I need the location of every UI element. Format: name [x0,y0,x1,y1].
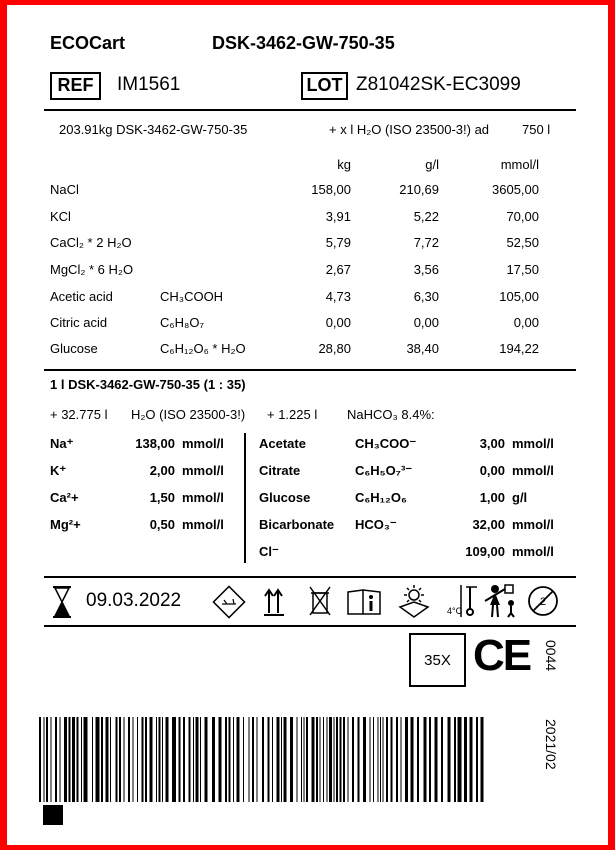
ion-value: 138,00 [135,436,175,451]
composition-intro-left: 203.91kg DSK-3462-GW-750-35 [59,122,248,137]
unit-kg: kg [337,157,351,172]
amount-kg: 3,91 [325,209,351,224]
corner-marker [43,805,63,825]
divider [44,576,576,578]
divider [44,109,576,111]
ion-formula: CH₃COO⁻ [355,436,417,451]
concentration-gl: 210,69 [399,182,439,197]
ingredient-name: Glucose [50,341,98,356]
brand-name: ECOCart [50,33,126,53]
barcode-bar [156,717,157,802]
bicarbonate-label: NaHCO₃ 8.4%: [347,407,435,422]
barcode-bar [200,717,201,802]
amount-kg: 2,67 [325,262,351,277]
ion-formula: C₆H₁₂O₆ [355,490,407,505]
barcode-bar [272,717,273,802]
product-code: DSK-3462-GW-750-35 [212,33,395,53]
box-count: 35X [409,633,466,687]
ion-value: 32,00 [472,517,505,532]
barcode-bar [380,717,381,802]
barcode-bar [193,717,194,802]
barcode-bar [64,717,67,802]
barcode-bar [137,717,138,802]
ion-value: 2,00 [149,463,175,478]
barcode-bar [96,717,100,802]
barcode-bar [363,717,366,802]
ion-name: Acetate [259,436,306,451]
ion-value: 0,00 [479,463,505,478]
water-label: H₂O (ISO 23500-3!) [131,407,246,422]
barcode-bar [179,717,181,802]
barcode-bar [257,717,258,802]
barcode-bar [150,717,153,802]
keep-away-from-sunlight-icon [396,583,432,619]
barcode-bar [77,717,79,802]
barcode-bar [277,717,280,802]
barcode-bar [249,717,250,802]
concentration-mmol: 52,50 [506,235,539,250]
barcode-bar [262,717,264,802]
ion-value: 1,00 [479,490,505,505]
unit-gl: g/l [425,157,439,172]
concentration-gl: 6,30 [413,289,439,304]
do-not-reuse-icon [527,585,559,617]
barcode-bar [225,717,227,802]
ion-unit: mmol/l [512,436,554,451]
ion-symbol: Ca²+ [50,490,79,505]
barcode-bar [306,717,308,802]
barcode-bar [172,717,176,802]
barcode-bar [233,717,234,802]
barcode-bar [219,717,222,802]
ion-symbol: Na⁺ [50,436,74,451]
ref-value: IM1561 [117,74,181,95]
dilution-title: 1 l DSK-3462-GW-750-35 (1 : 35) [50,377,246,392]
barcode-bar [145,717,147,802]
barcode-bar [378,717,379,802]
unit-mmol: mmol/l [500,157,539,172]
ingredient-formula: C₆H₁₂O₆ * H₂O [160,341,246,356]
barcode-bar [352,717,354,802]
barcode-bar [46,717,48,802]
concentration-mmol: 194,22 [499,341,539,356]
barcode-bar [81,717,82,802]
barcode-bar [336,717,338,802]
barcode-bar [243,717,244,802]
barcode-bar [92,717,93,802]
barcode-bar [458,717,462,802]
barcode-bar [327,717,328,802]
barcode-bar [334,717,335,802]
barcode-bar [252,717,254,802]
amount-kg: 0,00 [325,315,351,330]
bicarbonate-amount: + 1.225 l [267,407,318,422]
column-separator [244,433,246,563]
ion-symbol: Mg²+ [50,517,81,532]
barcode-bar [343,717,345,802]
lot-value: Z81042SK-EC3099 [356,74,521,95]
svg-text:2: 2 [539,596,547,608]
barcode-bar [411,717,414,802]
ion-unit: mmol/l [512,517,554,532]
concentration-mmol: 70,00 [506,209,539,224]
concentration-mmol: 105,00 [499,289,539,304]
barcode-bar [110,717,111,802]
barcode-bar [84,717,88,802]
barcode-bar [348,717,349,802]
ion-value: 109,00 [465,544,505,559]
barcode-bar [212,717,215,802]
concentration-mmol: 17,50 [506,262,539,277]
barcode-bar [429,717,431,802]
product-label [7,5,608,845]
barcode-bar [229,717,231,802]
date-code: 2021/02 [543,719,559,770]
ion-name: Cl⁻ [259,544,279,559]
ce-mark: CE [473,631,531,680]
barcode-bar [237,717,240,802]
ingredient-name: Acetic acid [50,289,113,304]
barcode-bar [128,717,130,802]
ion-symbol: K⁺ [50,463,67,478]
divider [44,369,576,371]
barcode-bar [301,717,302,802]
barcode-bar [370,717,371,802]
barcode-bar [268,717,270,802]
amount-kg: 158,00 [311,182,351,197]
keep-away-from-children-icon [483,583,519,621]
barcode-bar [373,717,374,802]
notified-body-number: 0044 [543,640,559,672]
ion-value: 0,50 [149,517,175,532]
barcode-bar [51,717,52,802]
barcode-bar [329,717,332,802]
barcode-bar [304,717,305,802]
ingredient-name: KCl [50,209,71,224]
composition-intro-right: + x l H₂O (ISO 23500-3!) ad [329,122,490,137]
concentration-gl: 7,72 [413,235,439,250]
barcode-bar [106,717,109,802]
barcode-bar [320,717,321,802]
barcode-bar [316,717,318,802]
ref-symbol: REF [50,72,101,100]
this-way-up-icon [263,587,285,617]
ion-unit: mmol/l [182,436,224,451]
barcode-bar [312,717,315,802]
ion-value: 3,00 [479,436,505,451]
barcode-bar [196,717,199,802]
ion-name: Glucose [259,490,311,505]
barcode-bar [60,717,61,802]
composition-volume: 750 l [522,122,551,137]
ion-unit: mmol/l [182,463,224,478]
concentration-gl: 0,00 [413,315,439,330]
barcode-bar [464,717,467,802]
amount-kg: 5,79 [325,235,351,250]
barcode-bar [159,717,161,802]
ion-value: 1,50 [149,490,175,505]
concentration-gl: 3,56 [413,262,439,277]
barcode-bar [39,717,41,802]
ion-unit: mmol/l [182,517,224,532]
lot-symbol: LOT [301,72,348,100]
barcode-bar [417,717,419,802]
barcode-bar [119,717,121,802]
barcode-bar [55,717,57,802]
barcode-bar [448,717,451,802]
barcode-bar [470,717,473,802]
barcode-bar [386,717,388,802]
barcode-bar [72,717,75,802]
barcode-bar [391,717,393,802]
barcode-bar [162,717,163,802]
amount-kg: 28,80 [318,341,351,356]
ingredient-name: MgCl₂ * 6 H₂O [50,262,134,277]
divider [44,625,576,627]
barcode-bar [142,717,144,802]
barcode-bar [183,717,185,802]
barcode-bar [166,717,169,802]
corrosive-hazard-icon [211,584,247,620]
barcode-bar [297,717,298,802]
concentration-mmol: 0,00 [513,315,539,330]
barcode-bar [284,717,287,802]
ion-unit: mmol/l [512,463,554,478]
barcode-bar [358,717,360,802]
barcode-bar [290,717,293,802]
concentration-gl: 5,22 [413,209,439,224]
barcode-bar [476,717,478,802]
barcode-bar [133,717,134,802]
ion-formula: HCO₃⁻ [355,517,397,532]
barcode-bar [116,717,118,802]
ingredient-formula: CH₃COOH [160,289,224,304]
barcode-bar [340,717,342,802]
ion-unit: mmol/l [182,490,224,505]
ion-unit: mmol/l [512,544,554,559]
ion-formula: C₆H₅O₇³⁻ [355,463,413,478]
barcode-bar [396,717,398,802]
barcode-bar [481,717,484,802]
barcode-bar [401,717,402,802]
consult-instructions-icon [346,588,382,616]
ingredient-formula: C₆H₈O₇ [160,315,204,330]
barcode-bar [383,717,384,802]
hourglass-icon [51,585,73,619]
barcode-bar [424,717,427,802]
barcode-bar [69,717,71,802]
barcode-bar [44,717,45,802]
barcode-bar [189,717,191,802]
ion-unit: g/l [512,490,528,505]
barcode-bar [101,717,103,802]
barcode-bar [454,717,456,802]
barcode-bar [281,717,282,802]
barcode-bar [323,717,324,802]
ingredient-name: Citric acid [50,315,108,330]
barcode-bar [205,717,208,802]
ingredient-name: NaCl [50,182,79,197]
barcode-bar [435,717,438,802]
ion-name: Bicarbonate [259,517,335,532]
expiry-date: 09.03.2022 [86,590,182,611]
do-not-dispose-icon [309,585,331,617]
concentration-gl: 38,40 [406,341,439,356]
barcode-bar [405,717,408,802]
barcode [39,717,487,802]
concentration-mmol: 3605,00 [492,182,539,197]
amount-kg: 4,73 [325,289,351,304]
barcode-bar [441,717,443,802]
temperature-label: 4°C [447,606,463,616]
ion-name: Citrate [259,463,301,478]
barcode-bar [124,717,125,802]
ingredient-name: CaCl₂ * 2 H₂O [50,235,132,250]
water-amount: + 32.775 l [50,407,108,422]
